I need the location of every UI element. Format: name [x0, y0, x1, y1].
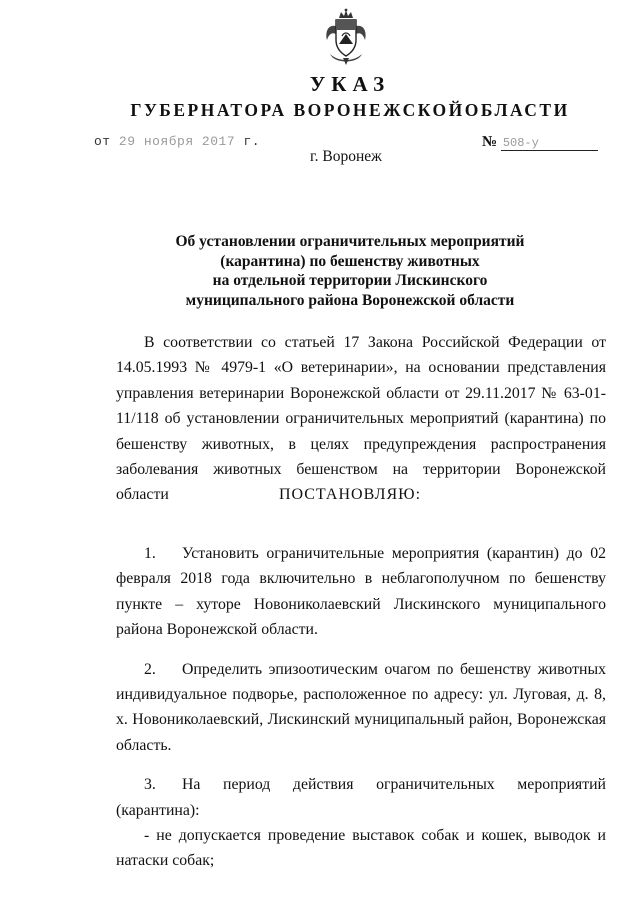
coat-of-arms-emblem: [322, 8, 370, 66]
preamble-block: [116, 330, 606, 508]
item-text: На период действия ограничительных мероприятий (карантина):: [116, 776, 606, 819]
document-issuer: ГУБЕРНАТОРА ВОРОНЕЖСКОЙОБЛАСТИ: [130, 100, 570, 120]
number-value: 508-у: [501, 136, 598, 151]
number-label: №: [482, 134, 498, 150]
item-number: 3.: [144, 776, 156, 794]
date-line: [94, 134, 260, 149]
preamble-paragraph: В соответствии со статьей 17 Закона Российской Федерации от 14.05.1993 № 4979-1 «О ветеринарии», на основании представления управления ветеринарии Воронежской области от 29.11.2017 № 63-01-11/118 об установлении ограничительных мероприятий (карантина) по бешенству животных, в целях предупреждения распространения заболевания животных бешенством на территории Воронежской области: [116, 334, 606, 504]
subject-line: Об установлении ограничительных мероприятий: [175, 233, 525, 250]
document-number: [482, 134, 598, 151]
decree-items: [116, 541, 606, 874]
city-name: г. Воронеж: [310, 148, 382, 165]
item-text: Установить ограничительные мероприятия (карантин) до 02 февраля 2018 года включительно в неблагополучном по бешенству пункте – хуторе Новониколаевский Лискинского муниципального района Воронежской области.: [116, 545, 606, 639]
date-value: 29 ноября 2017: [118, 134, 236, 149]
document-title: УКАЗ: [309, 72, 391, 96]
decree-heading: ПОСТАНОВЛЯЮ:: [278, 486, 422, 503]
date-prefix: от: [94, 134, 111, 149]
date-suffix: г.: [243, 134, 261, 149]
subject-line: на отдельной территории Лискинского: [212, 272, 488, 289]
item-text: Определить эпизоотическим очагом по бешенству животных индивидуальное подворье, расположенное по адресу: ул. Луговая, д. 8, х. Новониколаевский, Лискинский муниципальный район, Воронежская область.: [116, 660, 606, 754]
document-subject: [150, 232, 550, 310]
list-item: [116, 541, 606, 643]
list-item: [116, 657, 606, 759]
list-item: [116, 772, 606, 823]
item-number: 1.: [144, 545, 156, 562]
sub-list-item: - не допускается проведение выставок собак и кошек, выводок и натаски собак;: [116, 827, 606, 870]
subject-line: (карантина) по бешенству животных: [220, 252, 480, 270]
item-number: 2.: [144, 660, 156, 678]
subject-line: муниципального района Воронежской области: [185, 291, 515, 309]
